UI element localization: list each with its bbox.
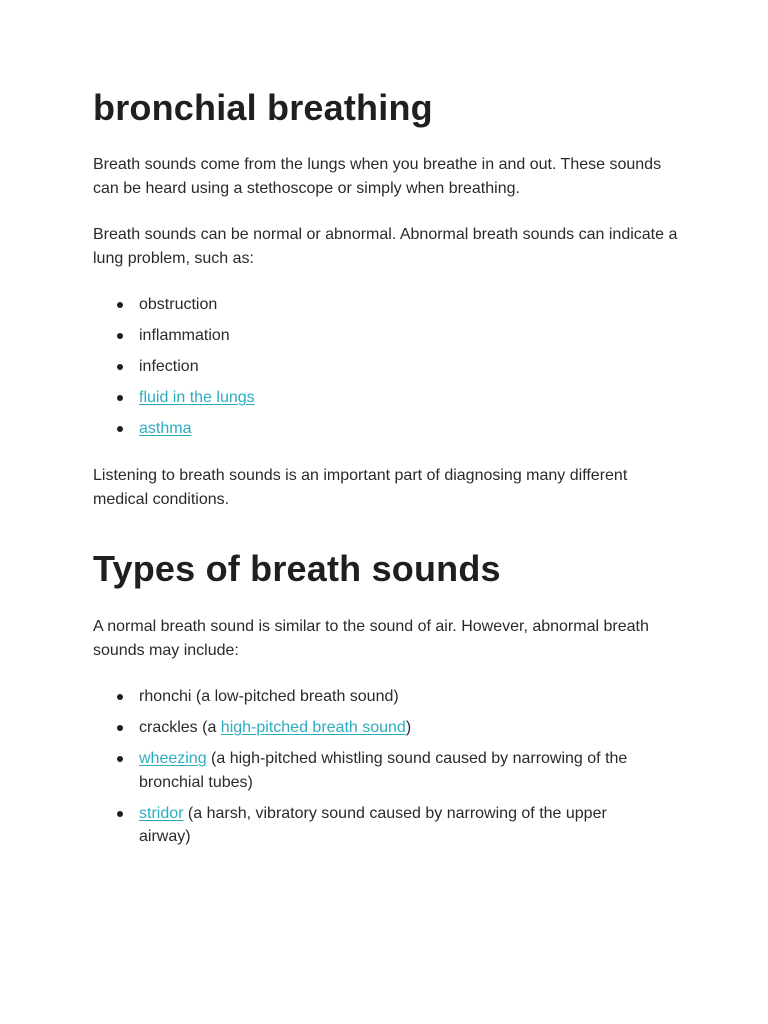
list-item: [93, 685, 653, 709]
intro-paragraph-1: Breath sounds come from the lungs when you breathe in and out. These sounds can be heard using a stethoscope or simply when breathing.: [93, 156, 662, 197]
breath-sounds-list: [93, 685, 653, 856]
types-paragraph: A normal breath sound is similar to the sound of air. However, abnormal breath sounds may include:: [93, 618, 649, 659]
list-item-text: (a harsh, vibratory sound caused by narrowing of the upper airway): [139, 804, 607, 845]
bullet-icon: [117, 333, 123, 339]
list-item: [93, 747, 653, 794]
fluid-in-lungs-link[interactable]: fluid in the lungs: [139, 389, 255, 406]
list-item-text: (a high-pitched whistling sound caused by narrowing of the bronchial tubes): [139, 750, 628, 791]
asthma-link[interactable]: asthma: [139, 420, 192, 437]
lung-problems-list: [93, 293, 653, 448]
bullet-icon: [117, 302, 123, 308]
list-item: [93, 417, 653, 441]
section-heading-types: Types of breath sounds: [93, 548, 501, 589]
bullet-icon: [117, 725, 123, 731]
list-item: [93, 293, 653, 317]
wheezing-link[interactable]: wheezing: [139, 750, 207, 767]
list-item: [93, 324, 653, 348]
stridor-link[interactable]: stridor: [139, 804, 184, 822]
closing-paragraph: Listening to breath sounds is an important part of diagnosing many different medical conditions.: [93, 467, 628, 508]
list-item: [93, 386, 653, 410]
bullet-icon: [117, 694, 123, 700]
bullet-icon: [117, 364, 123, 370]
list-item-text: ): [405, 719, 412, 736]
bullet-icon: [117, 756, 123, 762]
list-item: [93, 716, 653, 740]
list-item-text: rhonchi (a low-pitched breath sound): [139, 688, 399, 705]
list-item: [93, 802, 653, 849]
list-item-text: crackles (a: [139, 719, 221, 736]
bullet-icon: [117, 811, 123, 817]
bullet-icon: [117, 395, 123, 401]
list-item-text: inflammation: [139, 327, 230, 344]
list-item: [93, 355, 653, 379]
list-item-text: obstruction: [139, 296, 218, 313]
intro-paragraph-2: Breath sounds can be normal or abnormal. Abnormal breath sounds can indicate a lung problem, such as:: [93, 226, 678, 267]
page-title: bronchial breathing: [93, 87, 433, 128]
bullet-icon: [117, 426, 123, 432]
high-pitched-breath-sound-link[interactable]: high-pitched breath sound: [220, 719, 406, 736]
list-item-text: infection: [139, 358, 199, 375]
